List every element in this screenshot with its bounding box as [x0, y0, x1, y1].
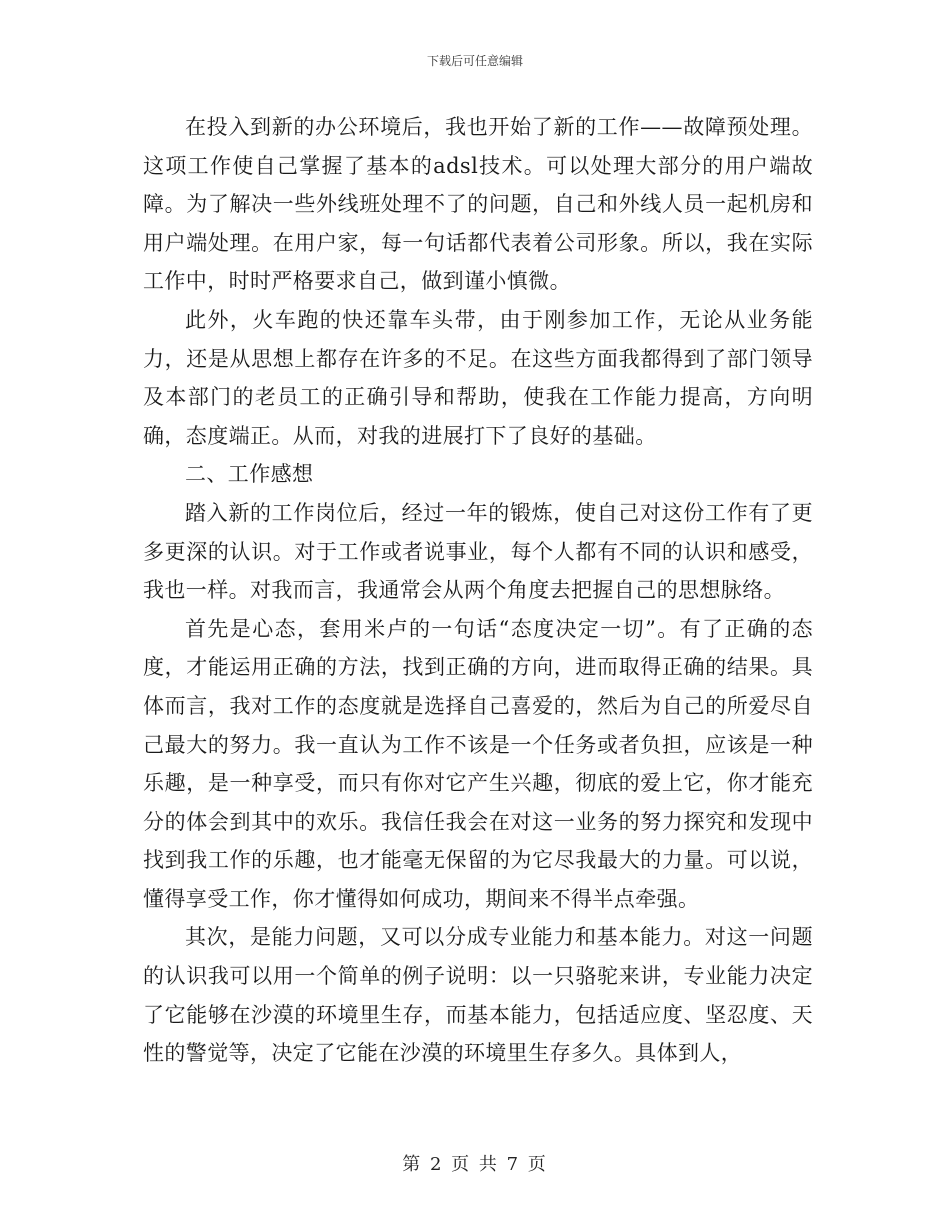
paragraph-new-position: 踏入新的工作岗位后，经过一年的锻炼，使自己对这份工作有了更多更深的认识。对于工作或者说事业，每个人都有不同的认识和感受，我也一样。对我而言，我通常会从两个角度去把握自己的思想脉络。 [143, 500, 813, 603]
paragraph-guidance: 此外，火车跑的快还靠车头带，由于刚参加工作，无论从业务能力，还是从思想上都存在许多的不足。在这些方面我都得到了部门领导及本部门的老员工的正确引导和帮助，使我在工作能力提高，方向明确，态度端正。从而，对我的进展打下了良好的基础。 [143, 307, 813, 448]
paragraph-attitude: 首先是心态，套用米卢的一句话“态度决定一切”。有了正确的态度，才能运用正确的方法，找到正确的方向，进而取得正确的结果。具体而言，我对工作的态度就是选择自己喜爱的，然后为自己的所爱尽自己最大的努力。我一直认为工作不该是一个任务或者负担，应该是一种乐趣，是一种享受，而只有你对它产生兴趣，彻底的爱上它，你才能充分的体会到其中的欢乐。我信任我会在对这一业务的努力探究和发现中找到我工作的乐趣，也才能毫无保留的为它尽我最大的力量。可以说，懂得享受工作，你才懂得如何成功，期间来不得半点牵强。 [143, 616, 813, 911]
document-body [143, 108, 813, 1073]
page-header: 下载后可任意编辑 [426, 54, 523, 68]
section-heading-work-reflections: 二、工作感想 [185, 462, 314, 487]
paragraph-ability: 其次，是能力问题，又可以分成专业能力和基本能力。对这一问题的认识我可以用一个简单的例子说明：以一只骆驼来讲，专业能力决定了它能够在沙漠的环境里生存，而基本能力，包括适应度、坚忍度、天性的警觉等，决定了它能在沙漠的环境里生存多久。具体到人， [143, 925, 813, 1066]
page-number: 第 2 页 共 7 页 [402, 1154, 548, 1175]
paragraph-fault-preprocessing: 在投入到新的办公环境后，我也开始了新的工作——故障预处理。这项工作使自己掌握了基本的adsl技术。可以处理大部分的用户端故障。为了解决一些外线班处理不了的问题，自己和外线人员一起机房和用户端处理。在用户家，每一句话都代表着公司形象。所以，我在实际工作中，时时严格要求自己，做到谨小慎微。 [143, 115, 813, 294]
